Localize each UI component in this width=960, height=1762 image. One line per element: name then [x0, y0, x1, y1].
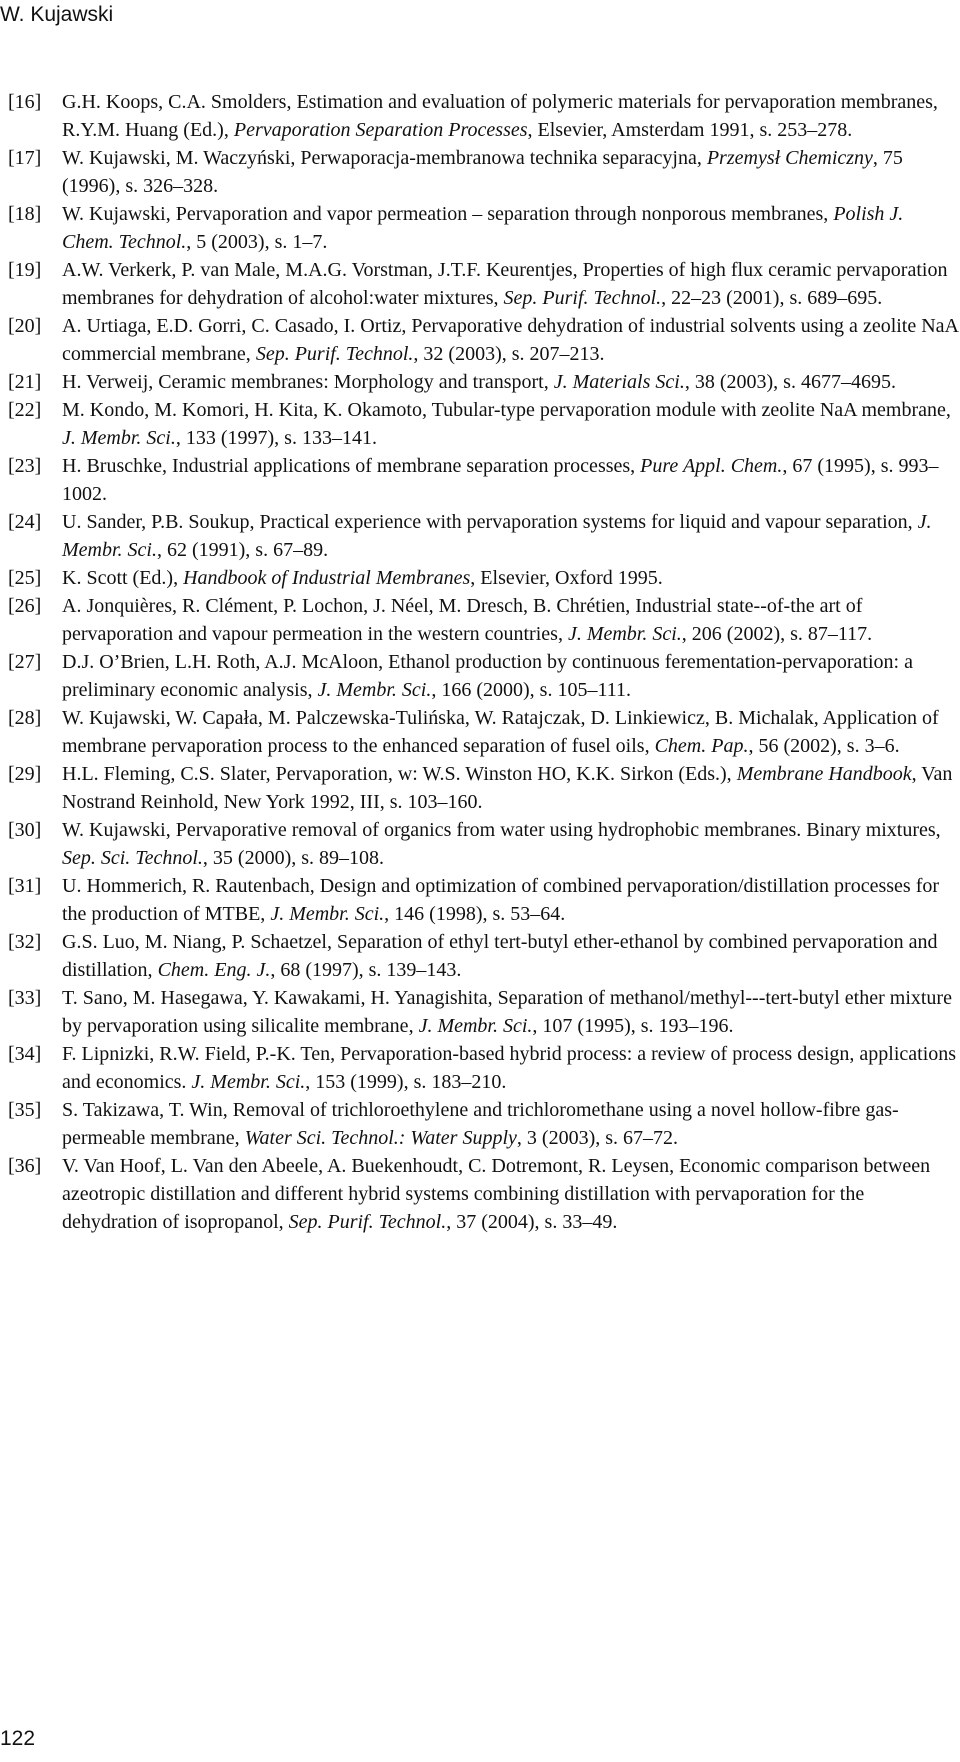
reference-entry — [8, 564, 958, 592]
reference-text-segment: , 62 (1991), s. 67–89. — [156, 539, 329, 561]
reference-text-segment: W. Kujawski, Pervaporative removal of organics from water using hydrophobic membranes. Binary mixtures, — [62, 819, 941, 841]
reference-text-segment: , Elsevier, Oxford 1995. — [470, 567, 663, 589]
reference-text — [62, 511, 932, 561]
reference-text-segment: U. Hommerich, R. Rautenbach, Design and optimization of combined pervaporation/distillation processes for the production of MTBE, — [62, 875, 940, 925]
reference-source-italic: Chem. Pap. — [654, 735, 749, 757]
reference-text-segment: , 5 (2003), s. 1–7. — [186, 231, 328, 253]
reference-entry — [8, 872, 958, 928]
reference-text-segment: A. Urtiaga, E.D. Gorri, C. Casado, I. Ortiz, Pervaporative dehydration of industrial solvents using a zeolite NaA commercial membrane, — [62, 315, 958, 365]
reference-text — [62, 595, 872, 645]
reference-source-italic: Membrane Handbook — [736, 763, 912, 785]
reference-number: [27] — [8, 651, 42, 673]
reference-text-segment: , 32 (2003), s. 207–213. — [413, 343, 605, 365]
reference-number: [21] — [8, 371, 42, 393]
reference-text-segment: , 133 (1997), s. 133–141. — [175, 427, 377, 449]
reference-text-segment: , 75 (1996), s. 326–328. — [62, 147, 903, 197]
reference-text-segment: W. Kujawski, Pervaporation and vapor permeation – separation through nonporous membranes, — [62, 203, 834, 225]
reference-number: [19] — [8, 259, 42, 281]
reference-text-segment: H.L. Fleming, C.S. Slater, Pervaporation, w: W.S. Winston HO, K.K. Sirkon (Eds.), — [62, 763, 737, 785]
reference-number: [24] — [8, 511, 42, 533]
reference-entry — [8, 704, 958, 760]
reference-number: [26] — [8, 595, 42, 617]
reference-text-segment: K. Scott (Ed.), — [62, 567, 184, 589]
reference-text — [62, 875, 939, 925]
reference-number: [28] — [8, 707, 42, 729]
reference-number: [32] — [8, 931, 42, 953]
reference-entry — [8, 144, 958, 200]
reference-text-segment: V. Van Hoof, L. Van den Abeele, A. Buekenhoudt, C. Dotremont, R. Leysen, Economic comparison between azeotropic distillation and different hybrid systems combining distillation with pervaporation for the dehydration of isopropanol, — [62, 1155, 931, 1233]
reference-text-segment: U. Sander, P.B. Soukup, Practical experience with pervaporation systems for liquid and vapour separation, — [62, 511, 918, 533]
reference-number: [29] — [8, 763, 42, 785]
reference-entry — [8, 760, 958, 816]
reference-source-italic: Sep. Sci. Technol. — [62, 847, 203, 869]
reference-text — [62, 315, 958, 365]
reference-source-italic: J. Membr. Sci. — [567, 623, 682, 645]
reference-entry — [8, 256, 958, 312]
reference-text-segment: , 153 (1999), s. 183–210. — [305, 1071, 507, 1093]
reference-entry — [8, 312, 958, 368]
reference-source-italic: Chem. Eng. J. — [157, 959, 271, 981]
reference-text — [62, 1043, 956, 1093]
reference-text-segment: , Van Nostrand Reinhold, New York 1992, III, s. 103–160. — [62, 763, 953, 813]
reference-source-italic: Przemysł Chemiczny — [706, 147, 873, 169]
reference-text-segment: W. Kujawski, M. Waczyński, Perwaporacja-membranowa technika separacyjna, — [62, 147, 707, 169]
reference-source-italic: J. Membr. Sci. — [62, 427, 176, 449]
reference-text-segment: , 68 (1997), s. 139–143. — [270, 959, 462, 981]
reference-text-segment: , 107 (1995), s. 193–196. — [532, 1015, 734, 1037]
reference-text-segment: F. Lipnizki, R.W. Field, P.-K. Ten, Pervaporation-based hybrid process: a review of process design, applications and economics. — [62, 1043, 957, 1093]
reference-text — [62, 91, 938, 141]
reference-text-segment: , 35 (2000), s. 89–108. — [202, 847, 385, 869]
reference-entry — [8, 648, 958, 704]
reference-text-segment: D.J. O’Brien, L.H. Roth, A.J. McAloon, Ethanol production by continuous ferementation-pervaporation: a preliminary economic analysis, — [62, 651, 913, 701]
reference-entry — [8, 592, 958, 648]
reference-source-italic: J. Membr. Sci. — [191, 1071, 306, 1093]
reference-entry — [8, 396, 958, 452]
reference-text — [62, 147, 903, 197]
running-header: W. Kujawski — [0, 3, 114, 26]
reference-text-segment: W. Kujawski, W. Capała, M. Palczewska-Tulińska, W. Ratajczak, D. Linkiewicz, B. Michalak, Application of membrane pervaporation process to the enhanced separation of fusel oils, — [62, 707, 939, 757]
reference-entry — [8, 200, 958, 256]
reference-source-italic: Water Sci. Technol.: Water Supply — [244, 1127, 517, 1149]
reference-text — [62, 1099, 899, 1149]
reference-text-segment: , 22–23 (2001), s. 689–695. — [661, 287, 883, 309]
reference-text — [62, 259, 947, 309]
reference-text-segment: M. Kondo, M. Komori, H. Kita, K. Okamoto, Tubular-type pervaporation module with zeolite NaA membrane, — [62, 399, 951, 421]
reference-text — [62, 763, 952, 813]
reference-source-italic: Sep. Purif. Technol. — [255, 343, 414, 365]
reference-source-italic: J. Membr. Sci. — [62, 511, 932, 561]
reference-number: [23] — [8, 455, 42, 477]
reference-number: [17] — [8, 147, 42, 169]
reference-entry — [8, 368, 958, 396]
reference-entry — [8, 508, 958, 564]
reference-source-italic: J. Materials Sci. — [553, 371, 685, 393]
reference-entry — [8, 1096, 958, 1152]
reference-text-segment: H. Bruschke, Industrial applications of membrane separation processes, — [62, 455, 641, 477]
reference-number: [36] — [8, 1155, 42, 1177]
reference-entry — [8, 928, 958, 984]
reference-source-italic: Pure Appl. Chem. — [640, 455, 783, 477]
reference-source-italic: Polish J. Chem. Technol. — [62, 203, 904, 253]
reference-text-segment: , 206 (2002), s. 87–117. — [681, 623, 873, 645]
reference-text-segment: , 146 (1998), s. 53–64. — [384, 903, 566, 925]
reference-text-segment: , Elsevier, Amsterdam 1991, s. 253–278. — [527, 119, 853, 141]
reference-text-segment: S. Takizawa, T. Win, Removal of trichloroethylene and trichloromethane using a novel hollow-fibre gas-permeable membrane, — [62, 1099, 899, 1149]
reference-number: [33] — [8, 987, 42, 1009]
reference-entry — [8, 984, 958, 1040]
reference-number: [25] — [8, 567, 42, 589]
reference-source-italic: J. Membr. Sci. — [317, 679, 432, 701]
reference-text-segment: A. Jonquières, R. Clément, P. Lochon, J. Néel, M. Dresch, B. Chrétien, Industrial state-‑of-the art of pervaporation and vapour permeation in the western countries, — [62, 595, 863, 645]
page-number: 122 — [0, 1727, 36, 1750]
reference-text-segment: G.H. Koops, C.A. Smolders, Estimation and evaluation of polymeric materials for pervaporation membranes, R.Y.M. Huang (Ed.), — [62, 91, 938, 141]
reference-text-segment: , 37 (2004), s. 33–49. — [446, 1211, 618, 1233]
reference-entry — [8, 88, 958, 144]
reference-text — [62, 1155, 930, 1233]
reference-list — [8, 88, 958, 1236]
reference-text-segment: T. Sano, M. Hasegawa, Y. Kawakami, H. Yanagishita, Separation of methanol/methyl-‑-tert-butyl ether mixture by pervaporation using silicalite membrane, — [62, 987, 952, 1037]
reference-source-italic: J. Membr. Sci. — [418, 1015, 533, 1037]
reference-text — [62, 203, 903, 253]
reference-text — [62, 567, 663, 589]
reference-number: [30] — [8, 819, 42, 841]
reference-text — [62, 707, 939, 757]
reference-text — [62, 931, 937, 981]
reference-entry — [8, 816, 958, 872]
reference-text — [62, 399, 951, 449]
reference-number: [18] — [8, 203, 42, 225]
reference-text-segment: H. Verweij, Ceramic membranes: Morphology and transport, — [62, 371, 554, 393]
reference-source-italic: J. Membr. Sci. — [270, 903, 385, 925]
reference-entry — [8, 1152, 958, 1236]
reference-text — [62, 819, 941, 869]
reference-text-segment: , 56 (2002), s. 3–6. — [748, 735, 900, 757]
reference-entry — [8, 1040, 958, 1096]
reference-number: [31] — [8, 875, 42, 897]
reference-source-italic: Handbook of Industrial Membranes — [183, 567, 471, 589]
reference-number: [20] — [8, 315, 42, 337]
reference-number: [35] — [8, 1099, 42, 1121]
reference-text — [62, 371, 896, 393]
reference-source-italic: Sep. Purif. Technol. — [503, 287, 662, 309]
reference-text-segment: , 166 (2000), s. 105–111. — [431, 679, 631, 701]
reference-text — [62, 455, 939, 505]
reference-number: [34] — [8, 1043, 42, 1065]
reference-number: [16] — [8, 91, 42, 113]
reference-source-italic: Sep. Purif. Technol. — [288, 1211, 447, 1233]
reference-number: [22] — [8, 399, 42, 421]
reference-source-italic: Pervaporation Separation Processes — [233, 119, 528, 141]
reference-text-segment: G.S. Luo, M. Niang, P. Schaetzel, Separation of ethyl tert-butyl ether-ethanol by combined pervaporation and distillation, — [62, 931, 938, 981]
reference-text-segment: A.W. Verkerk, P. van Male, M.A.G. Vorstman, J.T.F. Keurentjes, Properties of high flux ceramic pervaporation membranes for dehydration of alcohol:water mixtures, — [62, 259, 948, 309]
reference-text — [62, 651, 913, 701]
reference-text-segment: , 3 (2003), s. 67–72. — [516, 1127, 679, 1149]
reference-text — [62, 987, 952, 1037]
reference-text-segment: , 38 (2003), s. 4677–4695. — [684, 371, 896, 393]
reference-entry — [8, 452, 958, 508]
reference-text-segment: , 67 (1995), s. 993–1002. — [62, 455, 939, 505]
